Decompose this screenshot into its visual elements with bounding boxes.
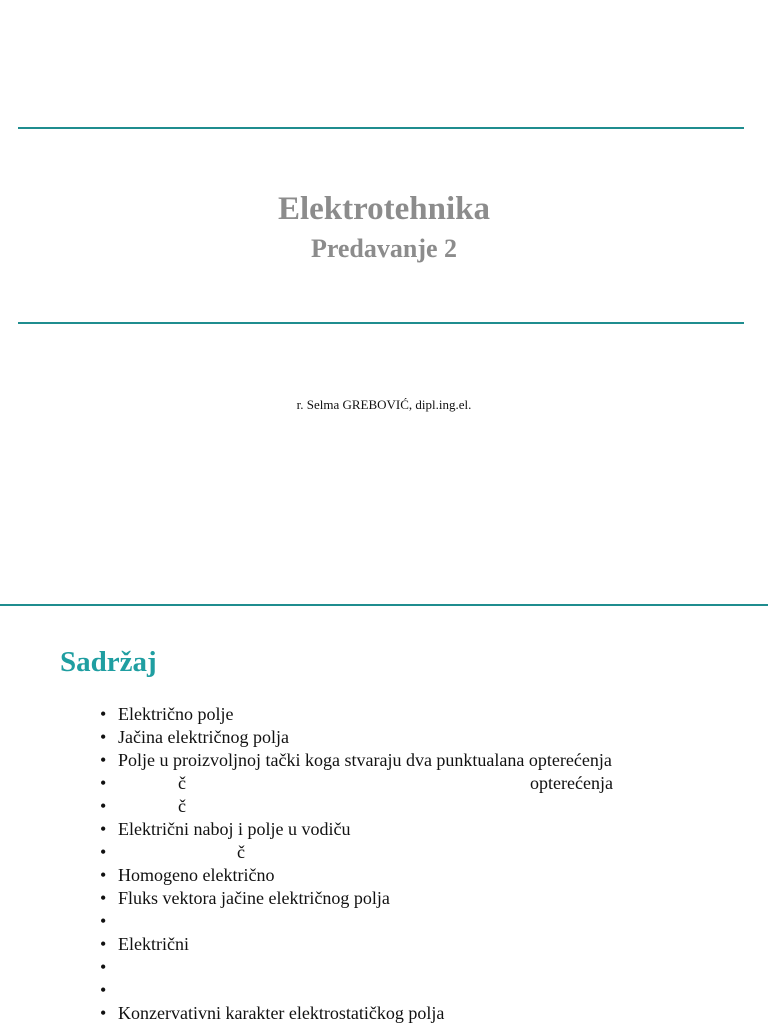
bullet-icon: • <box>100 865 107 885</box>
list-item-text: Jačina električnog polja <box>118 727 289 747</box>
list-item-extra: opterećenja <box>530 773 613 793</box>
list-item-text: č <box>237 842 245 862</box>
list-item-text: č <box>178 796 186 816</box>
contents-slide <box>0 606 768 1024</box>
bottom-rule <box>18 322 744 324</box>
list-item-text: Fluks vektora jačine električnog polja <box>118 888 390 908</box>
bullet-icon: • <box>100 704 107 724</box>
list-item-text: Polje u proizvoljnoj tački koga stvaraju dva punktualana opterećenja <box>118 750 612 770</box>
list-item-text: Električno polje <box>118 704 234 724</box>
bullet-icon: • <box>100 888 107 908</box>
bullet-icon: • <box>100 842 107 862</box>
bullet-icon: • <box>100 911 107 931</box>
bullet-icon: • <box>100 819 107 839</box>
bullet-icon: • <box>100 773 107 793</box>
author-line: r. Selma GREBOVIĆ, dipl.ing.el. <box>296 397 472 412</box>
bullet-icon: • <box>100 1003 107 1023</box>
list-item-text: č <box>178 773 186 793</box>
bullet-icon: • <box>100 727 107 747</box>
list-item-text: Homogeno električno <box>118 865 275 885</box>
bullet-icon: • <box>100 934 107 954</box>
list-item-text: Električni <box>118 934 189 954</box>
bullet-icon: • <box>100 750 107 770</box>
contents-heading: Sadržaj <box>60 646 157 678</box>
slide-title: Elektrotehnika <box>277 191 491 227</box>
slide-subtitle: Predavanje 2 <box>310 234 458 263</box>
top-rule <box>18 127 744 129</box>
bullet-icon: • <box>100 980 107 1000</box>
list-item-text: Električni naboj i polje u vodiču <box>118 819 351 839</box>
list-item-text: Konzervativni karakter elektrostatičkog polja <box>118 1003 445 1023</box>
bullet-icon: • <box>100 957 107 977</box>
bullet-icon: • <box>100 796 107 816</box>
